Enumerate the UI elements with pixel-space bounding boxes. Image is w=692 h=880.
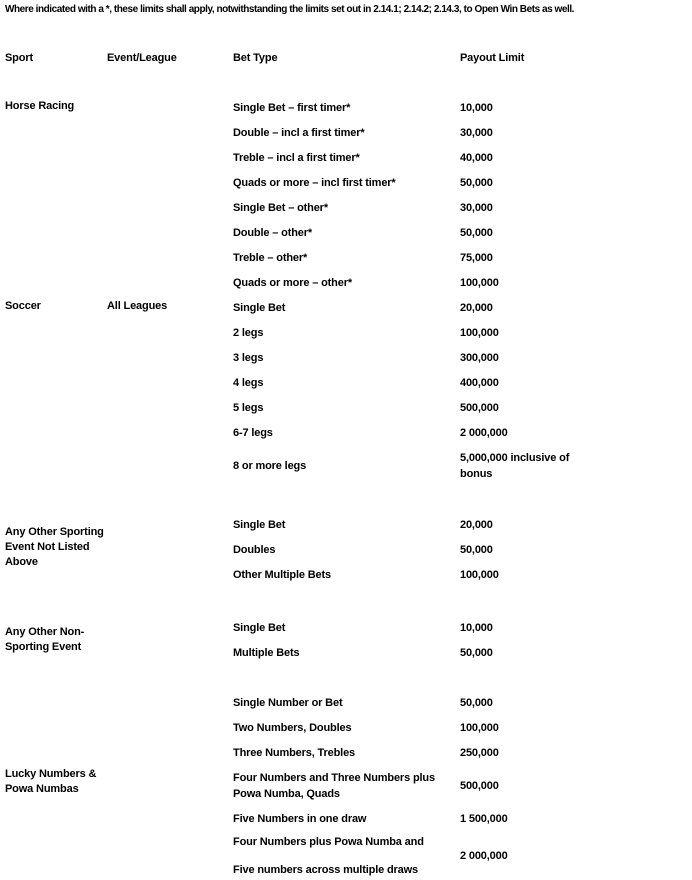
payout-cell: 20,000 — [460, 518, 493, 531]
bet-type-cell: 2 legs — [233, 326, 264, 339]
table-row — [233, 562, 692, 587]
payout-cell: 100,000 — [460, 276, 499, 289]
sport-cell: Any Other Non-Sporting Event — [5, 626, 85, 653]
bet-type-cell: 4 legs — [233, 376, 264, 389]
table-row — [233, 420, 692, 445]
column-header-event-league: Event/League — [107, 52, 177, 64]
payout-cell: 10,000 — [460, 621, 493, 634]
payout-cell: 50,000 — [460, 696, 493, 709]
bet-type-cell: Single Bet — [233, 518, 286, 531]
payout-cell: 100,000 — [460, 568, 499, 581]
payout-cell: 500,000 — [460, 401, 499, 414]
bet-type-cell: Single Bet – other* — [233, 201, 328, 214]
bet-type-line-1: Four Numbers plus Powa Numba and — [233, 836, 424, 848]
table-row — [233, 345, 692, 370]
payout-cell: 100,000 — [460, 326, 499, 339]
payout-cell: 50,000 — [460, 176, 493, 189]
bet-type-cell: Doubles — [233, 543, 276, 556]
table-row — [233, 537, 692, 562]
bet-type-cell: Double – incl a first timer* — [233, 126, 365, 139]
bet-type-cell: Three Numbers, Trebles — [233, 746, 356, 759]
table-row — [233, 95, 692, 120]
payout-cell: 2 000,000 — [460, 850, 508, 862]
section-rows — [233, 690, 692, 880]
bet-type-cell: Treble – incl a first timer* — [233, 151, 360, 164]
bet-type-cell: 5 legs — [233, 401, 264, 414]
payout-cell: 50,000 — [460, 543, 493, 556]
column-header-bet-type: Bet Type — [233, 52, 278, 64]
table-row — [233, 370, 692, 395]
payout-cell: 100,000 — [460, 721, 499, 734]
table-row — [233, 120, 692, 145]
bet-type-cell: Single Bet – first timer* — [233, 101, 351, 114]
bet-type-cell — [233, 831, 460, 880]
section-rows — [233, 295, 692, 487]
table-row — [233, 615, 692, 640]
bet-type-cell: Multiple Bets — [233, 646, 300, 659]
bet-type-cell: Double – other* — [233, 226, 313, 239]
table-row — [233, 806, 692, 831]
payout-cell: 250,000 — [460, 746, 499, 759]
payout-cell: 10,000 — [460, 101, 493, 114]
payout-cell: 1 500,000 — [460, 812, 508, 825]
section-rows — [233, 615, 692, 665]
payout-cell: 30,000 — [460, 201, 493, 214]
bet-type-cell: Five Numbers in one draw — [233, 812, 367, 825]
bet-type-cell: Single Number or Bet — [233, 696, 343, 709]
column-header-payout-limit: Payout Limit — [460, 52, 525, 64]
table-row — [233, 445, 692, 487]
table-row — [233, 395, 692, 420]
table-row — [233, 740, 692, 765]
table-row — [233, 640, 692, 665]
bet-type-cell: Four Numbers and Three Numbers plus Powa Numba, Quads — [233, 771, 435, 800]
bet-type-cell: 8 or more legs — [233, 460, 307, 472]
payout-cell: 400,000 — [460, 376, 499, 389]
payout-cell: 5,000,000 inclusive of bonus — [460, 452, 570, 480]
table-row — [233, 295, 692, 320]
payout-cell: 30,000 — [460, 126, 493, 139]
bet-type-cell: 3 legs — [233, 351, 264, 364]
sport-cell: Soccer — [5, 300, 41, 312]
payout-cell: 75,000 — [460, 251, 493, 264]
bet-type-line-2: Five numbers across multiple draws — [233, 864, 419, 876]
table-row — [233, 765, 692, 806]
bet-type-cell: Quads or more – other* — [233, 276, 352, 289]
payout-cell: 300,000 — [460, 351, 499, 364]
bet-type-cell: Quads or more – incl first timer* — [233, 176, 396, 189]
sport-cell: Lucky Numbers & Powa Numbas — [5, 768, 97, 795]
section-rows — [233, 512, 692, 587]
bet-type-cell: Treble – other* — [233, 251, 308, 264]
table-row — [233, 220, 692, 245]
event-league-cell: All Leagues — [107, 300, 168, 312]
table-row — [233, 270, 692, 295]
section-rows — [233, 95, 692, 295]
sport-cell: Horse Racing — [5, 100, 75, 112]
payout-cell: 500,000 — [460, 779, 499, 792]
bet-type-cell: Single Bet — [233, 621, 286, 634]
table-row — [233, 715, 692, 740]
sport-cell: Any Other Sporting Event Not Listed Above — [5, 526, 104, 568]
bet-type-cell: Other Multiple Bets — [233, 568, 331, 581]
table-row — [233, 145, 692, 170]
table-row — [233, 170, 692, 195]
payout-cell: 40,000 — [460, 151, 493, 164]
table-row — [233, 831, 692, 880]
table-row — [233, 512, 692, 537]
bet-type-cell: Two Numbers, Doubles — [233, 721, 352, 734]
table-row — [233, 690, 692, 715]
table-row — [233, 195, 692, 220]
table-row — [233, 245, 692, 270]
bet-type-cell: 6-7 legs — [233, 426, 273, 439]
payout-cell: 2 000,000 — [460, 426, 508, 439]
column-header-sport: Sport — [5, 52, 33, 64]
payout-cell: 50,000 — [460, 646, 493, 659]
table-row — [233, 320, 692, 345]
bet-type-cell: Single Bet — [233, 301, 286, 314]
payout-cell: 50,000 — [460, 226, 493, 239]
payout-cell: 20,000 — [460, 301, 493, 314]
limits-note: Where indicated with a *, these limits shall apply, notwithstanding the limits set out in 2.14.1; 2.14.2; 2.14.3, to Open Win Bets as well. — [5, 4, 574, 15]
